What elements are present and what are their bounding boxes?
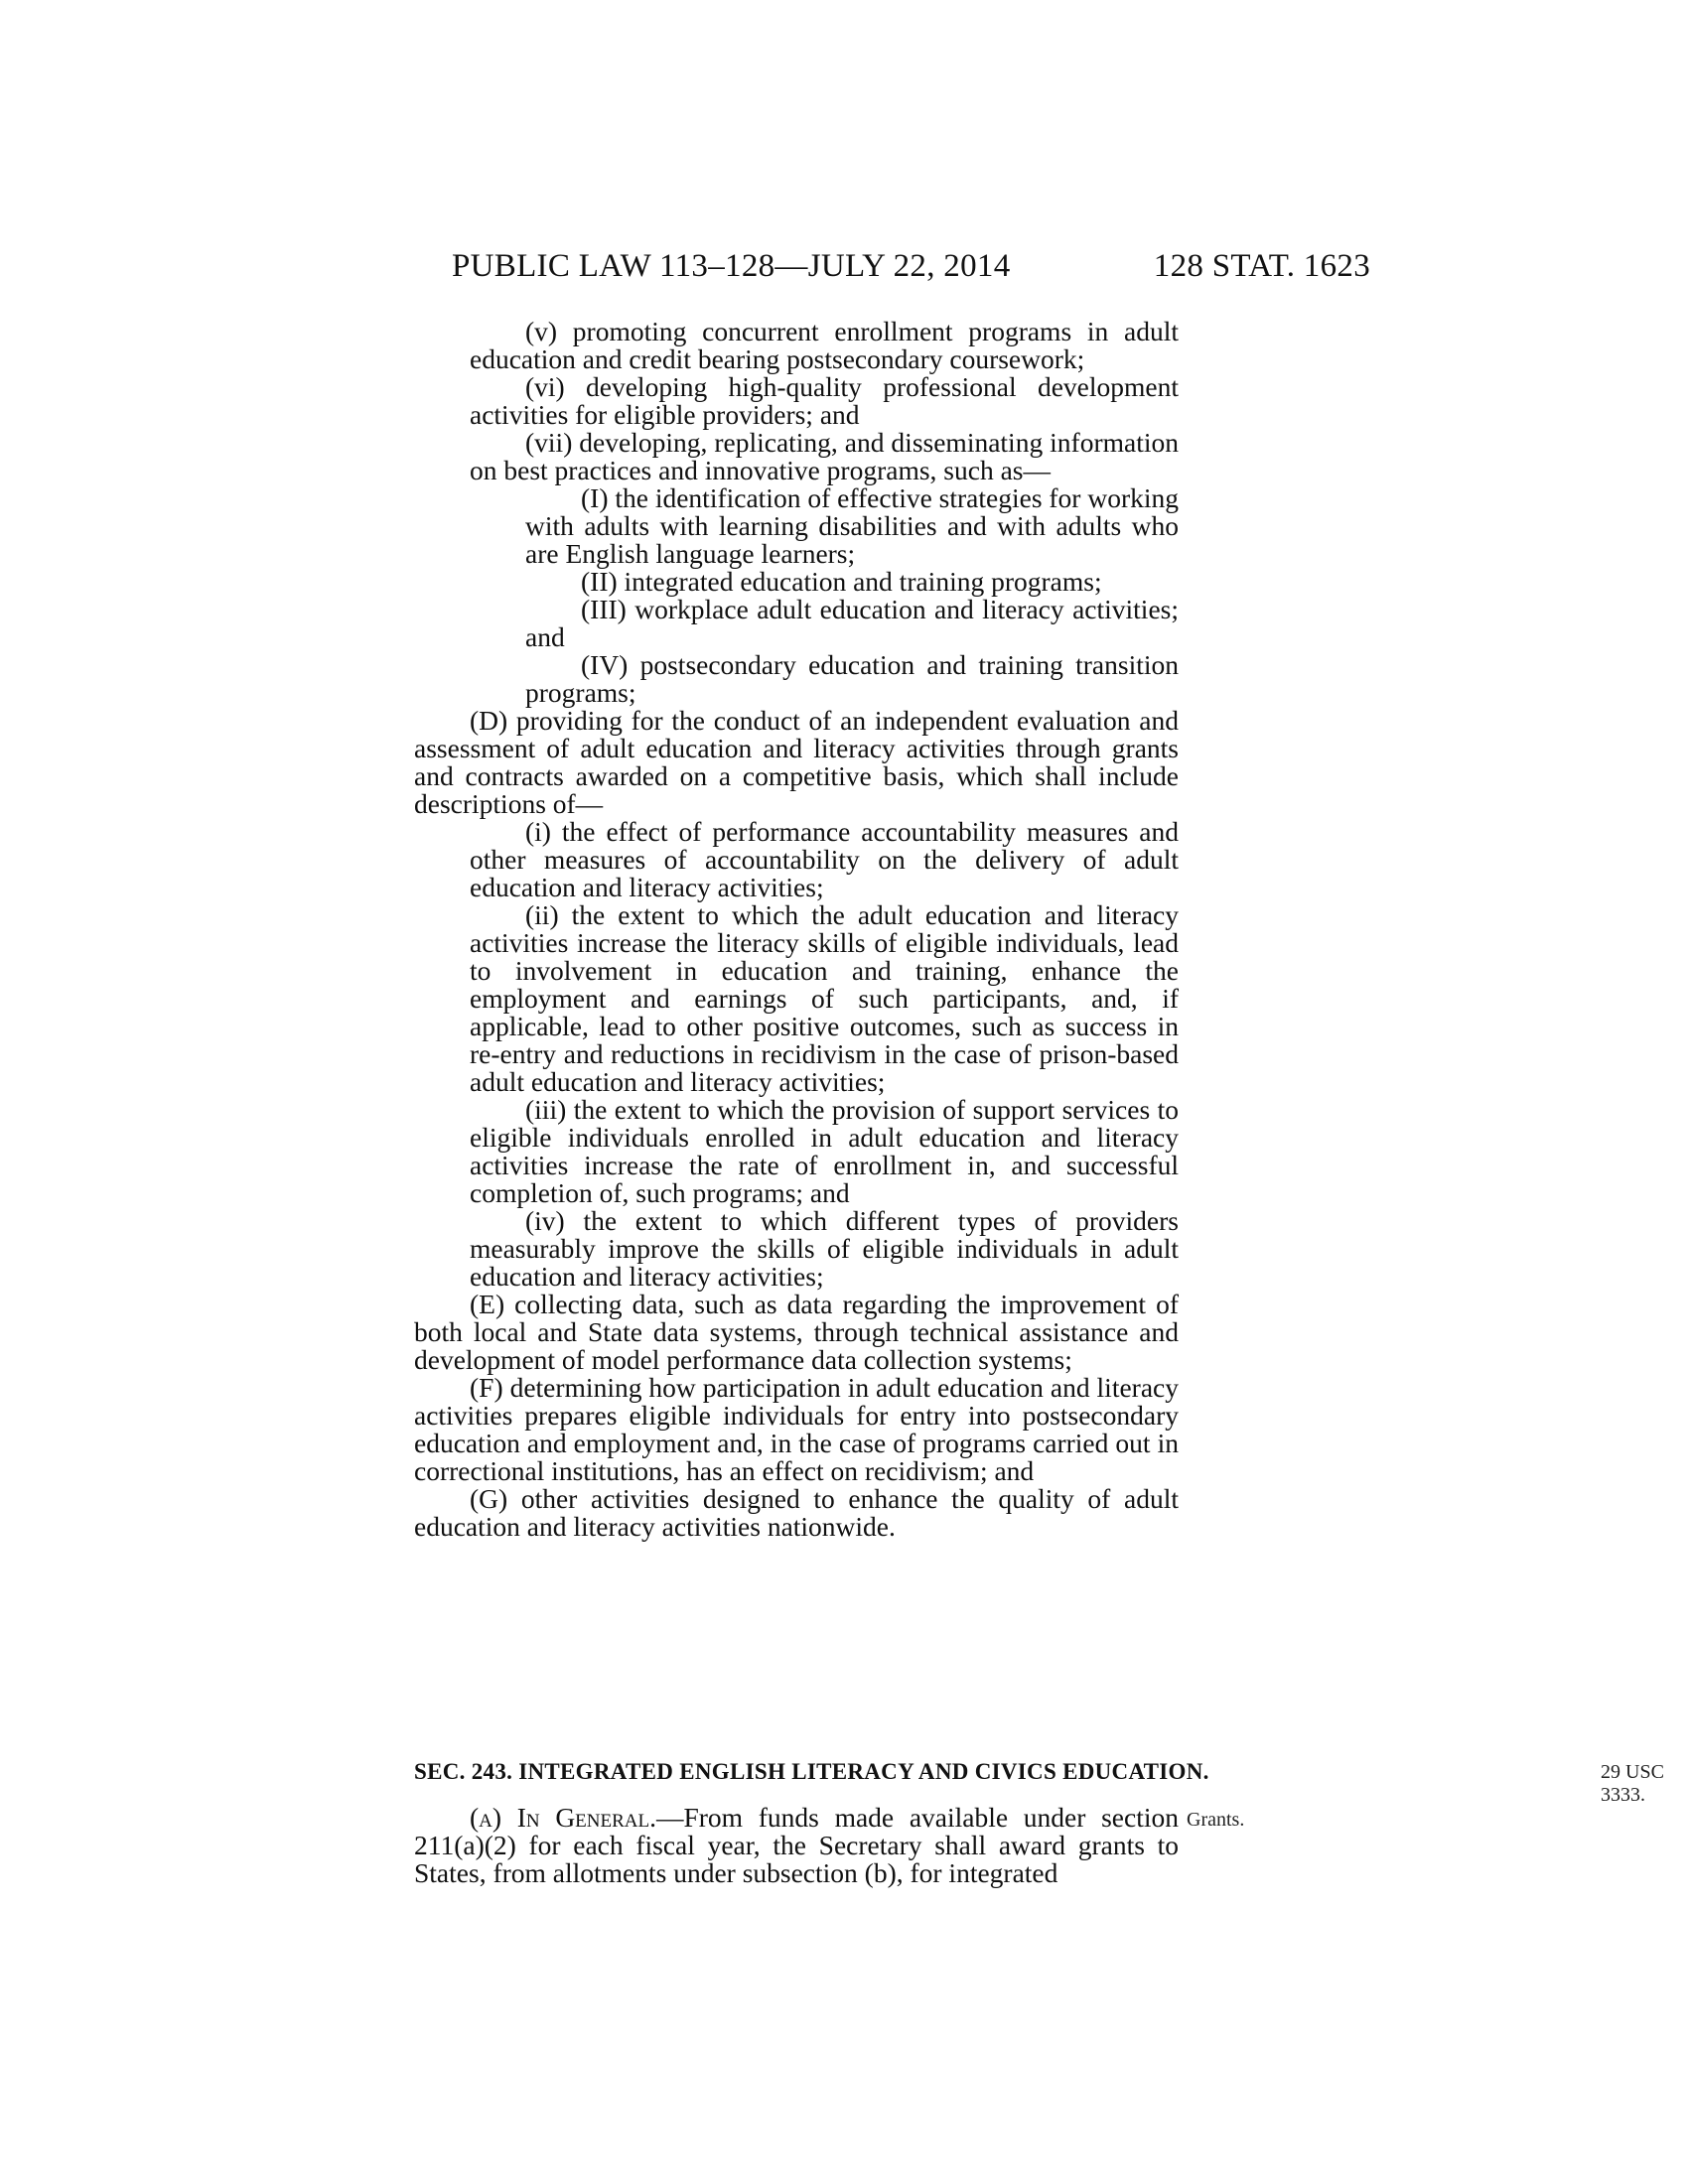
subclause-IV-text: (IV) postsecondary education and training transition programs; bbox=[525, 649, 1179, 708]
subparagraph-G: (G) other activities designed to enhance the quality of adult education and literacy activities nationwide. bbox=[414, 1483, 1179, 1542]
subparagraph-D: (D) providing for the conduct of an independent evaluation and assessment of adult education and literacy activities through grants and contracts awarded on a competitive basis, which shall include descriptions of— bbox=[414, 705, 1179, 819]
clause-D-i bbox=[414, 818, 1179, 901]
subclause-II-text: (II) integrated education and training programs; bbox=[581, 566, 1102, 597]
subclause-IV bbox=[414, 651, 1179, 707]
subsection-a-text: —From funds made available under section 211(a)(2) for each fiscal year, the Secretary shall award grants to States, from allotments under subsection (b), for integrated bbox=[414, 1802, 1179, 1888]
subsection-a bbox=[414, 1804, 1179, 1887]
clause-vi-text: (vi) developing high-quality professional development activities for eligible providers; and bbox=[470, 371, 1179, 430]
clause-D-i-text: (i) the effect of performance accountability measures and other measures of accountability on the delivery of adult education and literacy activities; bbox=[470, 816, 1179, 902]
clause-D-iv-text: (iv) the extent to which different types of providers measurably improve the skills of eligible individuals in adult education and literacy activities; bbox=[470, 1205, 1179, 1292]
subclause-II bbox=[414, 568, 1179, 596]
clause-D-ii-text: (ii) the extent to which the adult education and literacy activities increase the literacy skills of eligible individuals, lead to involvement in education and training, enhance the employment and earnings of such participants, and, if applicable, lead to other positive outcomes, such as success in re-entry and reductions in recidivism in the case of prison-based adult education and literacy activities; bbox=[470, 899, 1179, 1097]
clause-D-ii bbox=[414, 901, 1179, 1096]
clause-D-iv bbox=[414, 1207, 1179, 1291]
subsection-a-label: (a) In General. bbox=[470, 1802, 656, 1833]
section-heading: SEC. 243. INTEGRATED ENGLISH LITERACY AND CIVICS EDUCATION. bbox=[414, 1759, 1209, 1784]
margin-note-usc: 29 USC 3333. bbox=[1601, 1761, 1664, 1806]
page-header bbox=[452, 248, 1370, 288]
subclause-III-text: (III) workplace adult education and literacy activities; and bbox=[525, 594, 1179, 652]
header-title: PUBLIC LAW 113–128—JULY 22, 2014 bbox=[452, 248, 1011, 284]
clause-D-iii-text: (iii) the extent to which the provision of support services to eligible individuals enrolled in adult education and literacy activities increase the rate of enrollment in, and successful completion of, such programs; and bbox=[470, 1094, 1179, 1208]
statute-body bbox=[414, 318, 1179, 1541]
clause-v bbox=[414, 318, 1179, 373]
margin-note-grants: Grants. bbox=[1187, 1809, 1245, 1831]
subclause-I-text: (I) the identification of effective strategies for working with adults with learning disabilities and with adults who are English language learners; bbox=[525, 482, 1179, 569]
clause-vii bbox=[414, 429, 1179, 484]
subparagraph-F: (F) determining how participation in adult education and literacy activities prepares eligible individuals for entry into postsecondary education and employment and, in the case of programs carried out in correctional institutions, has an effect on recidivism; and bbox=[414, 1372, 1179, 1486]
clause-v-text: (v) promoting concurrent enrollment programs in adult education and credit bearing postsecondary coursework; bbox=[470, 316, 1179, 374]
subclause-I bbox=[414, 484, 1179, 568]
subclause-III bbox=[414, 596, 1179, 651]
header-stat-page: 128 STAT. 1623 bbox=[1153, 248, 1370, 284]
clause-vii-text: (vii) developing, replicating, and disseminating information on best practices and innovative programs, such as— bbox=[470, 427, 1179, 485]
section-heading-row bbox=[414, 1759, 1688, 1806]
section-243-body bbox=[414, 1804, 1179, 1887]
subparagraph-E: (E) collecting data, such as data regarding the improvement of both local and State data systems, through technical assistance and development of model performance data collection systems; bbox=[414, 1289, 1179, 1375]
clause-vi bbox=[414, 373, 1179, 429]
clause-D-iii bbox=[414, 1096, 1179, 1207]
